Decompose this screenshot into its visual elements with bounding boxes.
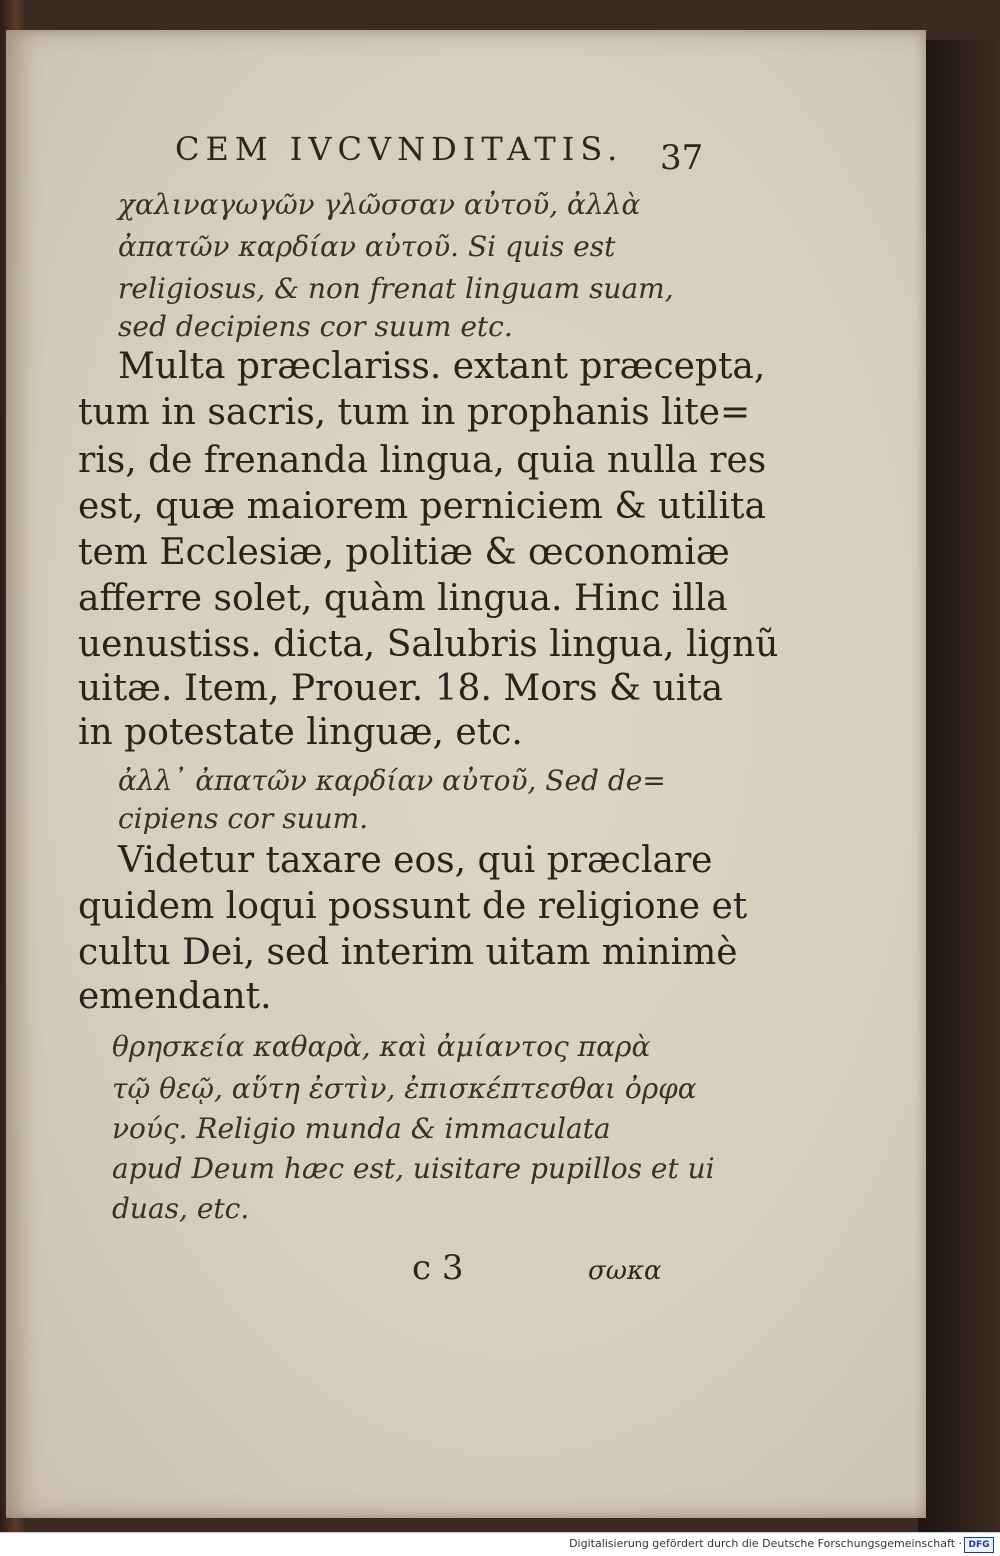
text-line: apud Deum hæc est, uisitare pupillos et ui (112, 1152, 715, 1185)
text-line: sed decipiens cor suum etc. (118, 310, 513, 343)
text-line: uenustiss. dicta, Salubris lingua, lignũ (78, 624, 779, 665)
text-line: tem Ecclesiæ, politiæ & œconomiæ (78, 532, 730, 573)
text-line: ἀλλ᾽ ἀπατῶν καρδίαν αὐτοῦ, Sed de= (118, 764, 666, 797)
text-line: Multa præclariss. extant præcepta, (118, 346, 766, 387)
footer-bar (0, 1532, 1000, 1556)
text-line: in potestate linguæ, etc. (78, 712, 523, 753)
book-board-right (918, 40, 1000, 1532)
signature-mark: c 3 (412, 1248, 464, 1288)
text-line: νούς. Religio munda & immaculata (112, 1112, 611, 1145)
text-line: τῷ θεῷ, αὕτη ἐστὶν, ἐπισκέπτεσθαι ὀρφα (112, 1072, 697, 1105)
text-line: cultu Dei, sed interim uitam minimè (78, 932, 738, 973)
text-line: afferre solet, quàm lingua. Hinc illa (78, 578, 728, 619)
text-line: cipiens cor suum. (118, 802, 369, 835)
text-line: est, quæ maiorem perniciem & utilita (78, 486, 766, 527)
folio-number: 37 (660, 138, 704, 178)
text-line: religiosus, & non frenat linguam suam, (118, 272, 674, 305)
text-line: Videtur taxare eos, qui præclare (118, 840, 713, 881)
text-line: ris, de frenanda lingua, quia nulla res (78, 440, 767, 481)
funding-credit: Digitalisierung gefördert durch die Deutsche Forschungsgemeinschaft · (569, 1537, 962, 1550)
text-line: tum in sacris, tum in prophanis lite= (78, 392, 751, 433)
text-line: θρησκεία καθαρὰ, καὶ ἀμίαντος παρὰ (112, 1030, 651, 1063)
dfg-logo: DFG (964, 1537, 994, 1553)
text-line: χαλιναγωγῶν γλῶσσαν αὐτοῦ, ἀλλὰ (118, 188, 641, 221)
text-line: ἀπατῶν καρδίαν αὐτοῦ. Si quis est (118, 230, 616, 263)
text-line: uitæ. Item, Prouer. 18. Mors & uita (78, 668, 724, 709)
text-line: quidem loqui possunt de religione et (78, 886, 748, 927)
text-line: duas, etc. (112, 1192, 250, 1225)
running-head: CEM IVCVNDITATIS. (175, 130, 624, 168)
catchword: σωκα (588, 1256, 662, 1286)
text-line: emendant. (78, 976, 272, 1017)
